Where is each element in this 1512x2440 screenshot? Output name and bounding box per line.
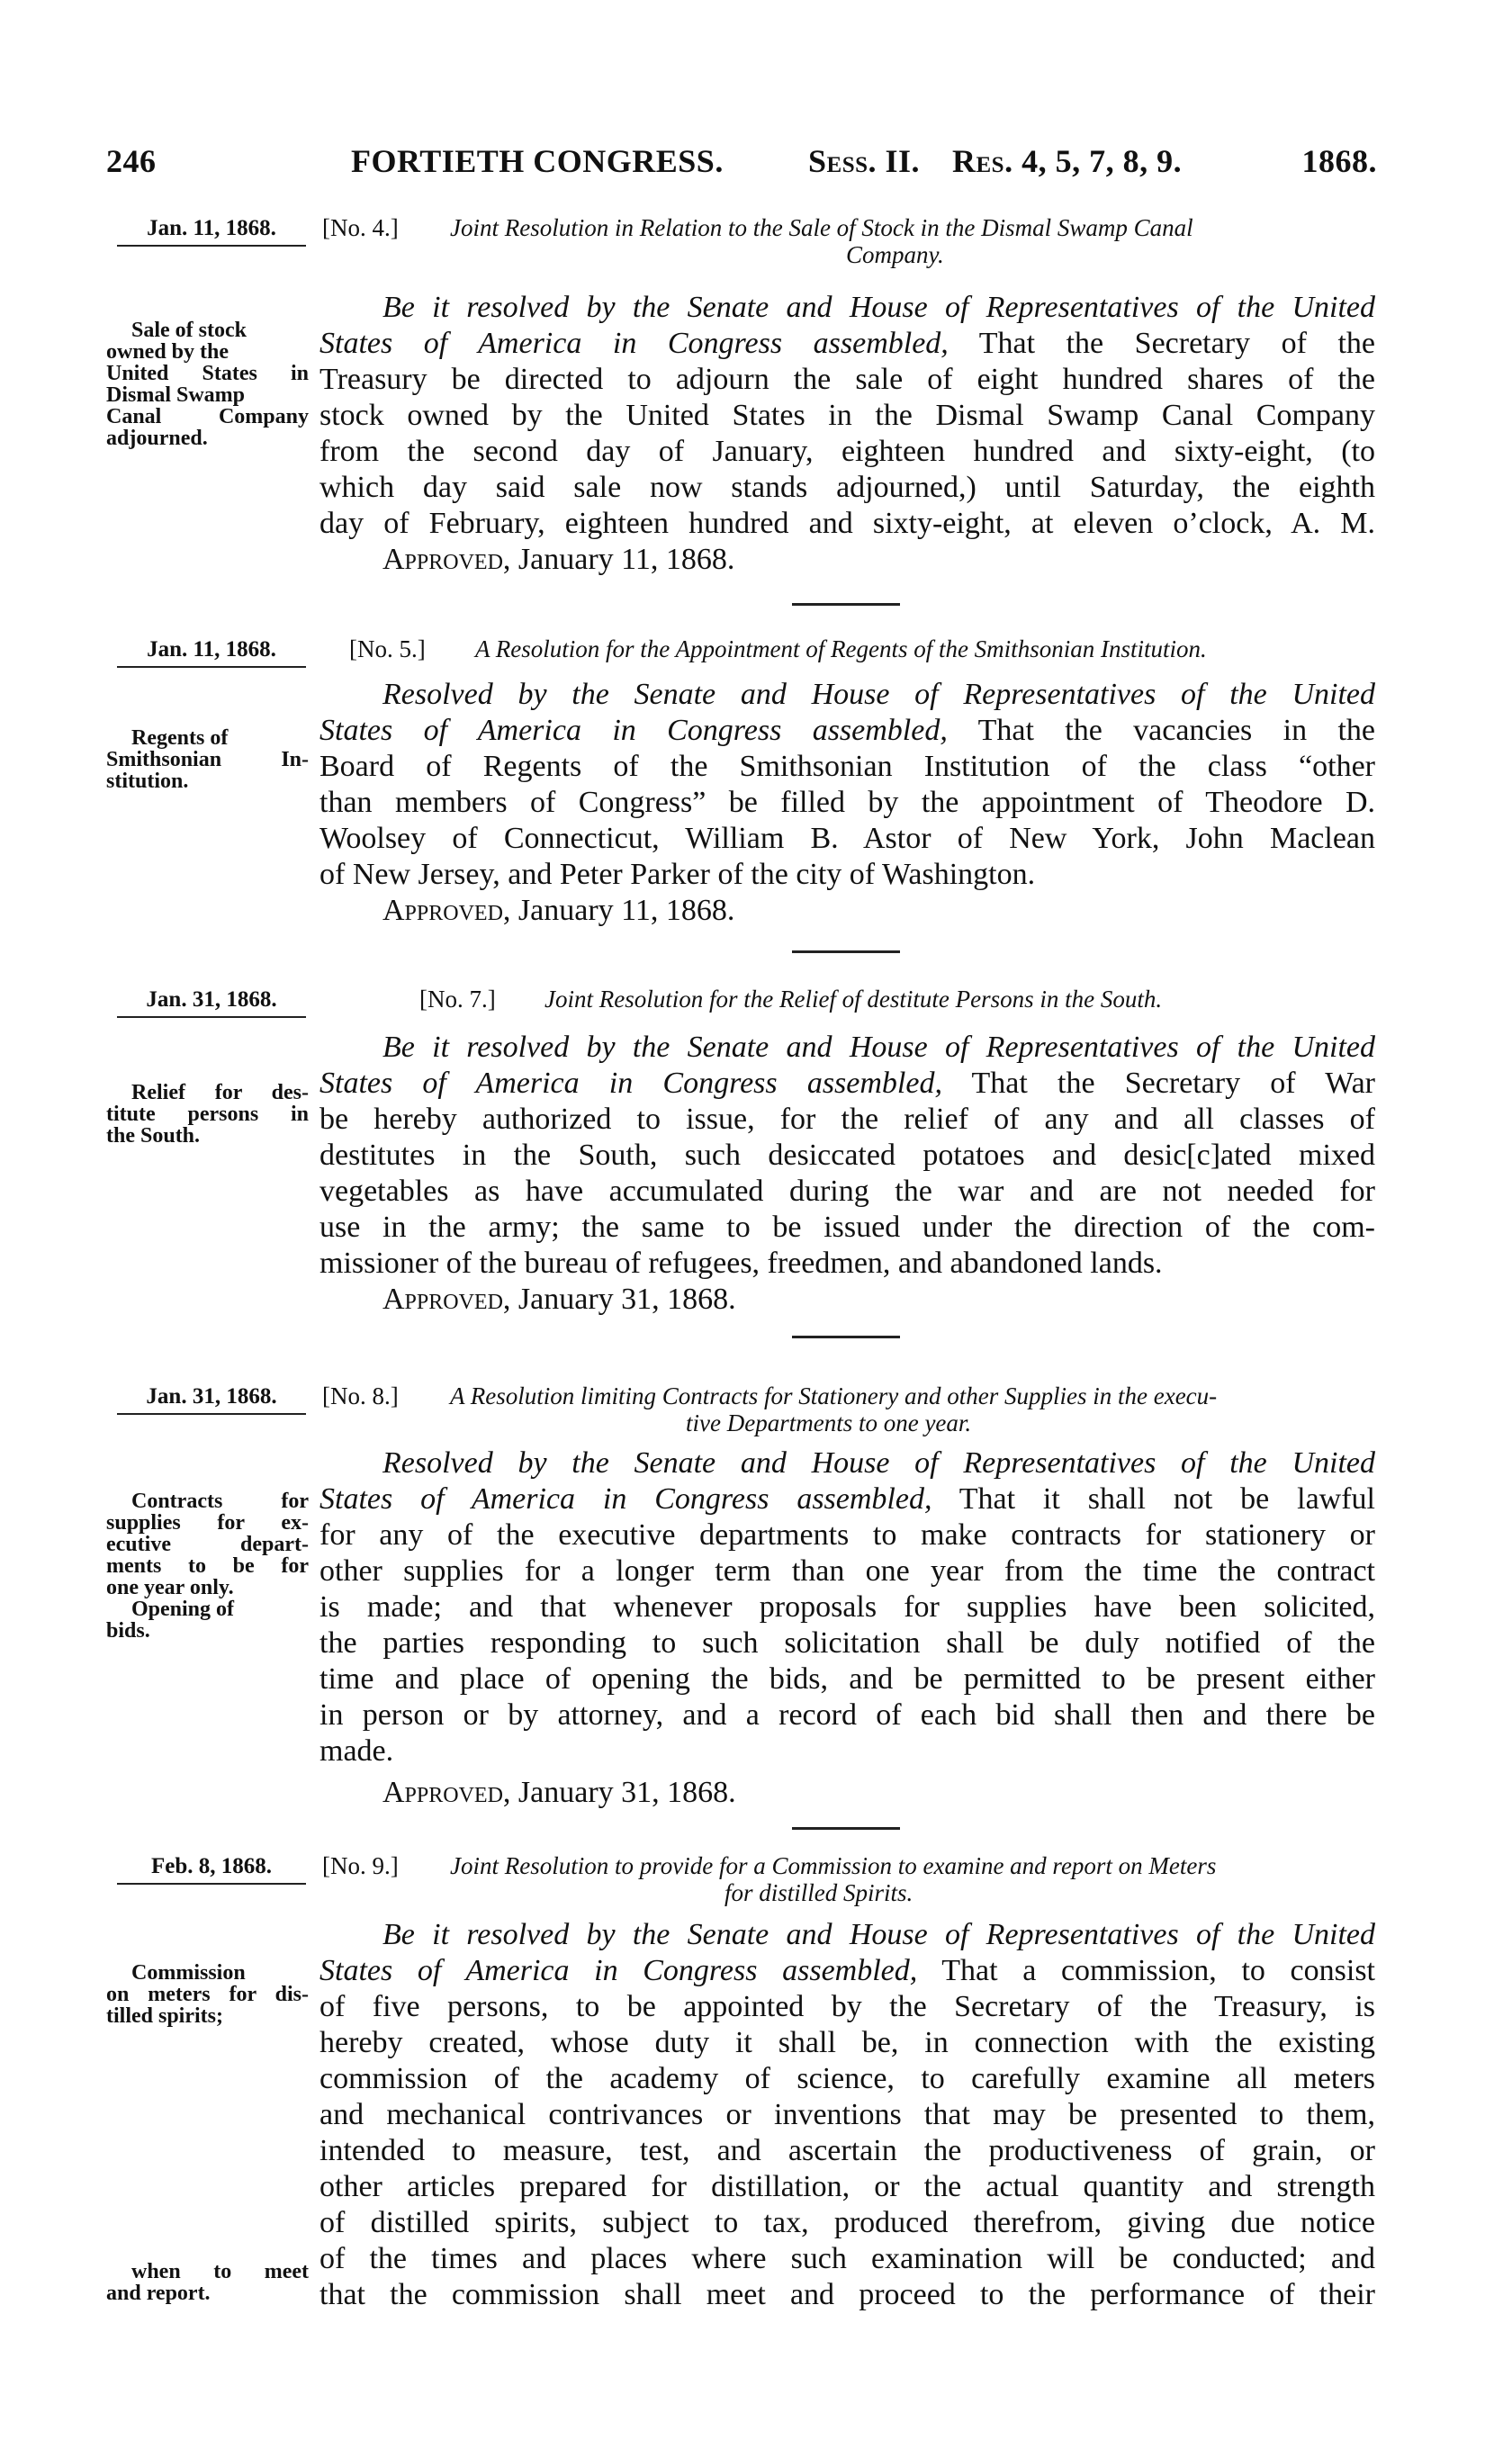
margin-note-line: ments to be for [106, 1554, 309, 1578]
margin-note-line: when to meet [131, 2260, 309, 2283]
margin-note-line: Smithsonian In- [106, 748, 309, 771]
approved-date: January 11, 1868. [510, 543, 735, 576]
body-line [320, 1066, 1375, 1102]
body-line [320, 1481, 1375, 1517]
margin-note-line: stitution. [106, 770, 189, 793]
body-line: Board of Regents of the Smithsonian Institution of the class “other [320, 750, 1375, 783]
margin-note-line: Dismal Swamp [106, 383, 246, 407]
body-line: Be it resolved by the Senate and House of Representatives of the United [382, 1918, 1375, 1951]
body-line: that the commission shall meet and proceed to the performance of their [320, 2278, 1375, 2311]
resolution-date: Jan. 31, 1868. [117, 1384, 306, 1415]
congress-title: FORTIETH CONGRESS. [351, 143, 724, 179]
body-line: Be it resolved by the Senate and House of Representatives of the United [382, 291, 1375, 324]
margin-note-line: Opening of [131, 1598, 235, 1621]
body-text: That the Secretary of the [948, 327, 1375, 360]
approved-date: January 11, 1868. [510, 894, 735, 927]
body-line: stock owned by the United States in the Dismal Swamp Canal Company [320, 399, 1375, 432]
year-label: 1868. [1301, 143, 1377, 179]
margin-note-line: Canal Company [106, 405, 309, 428]
margin-note-line: adjourned. [106, 427, 208, 450]
margin-note [106, 1490, 309, 1642]
body-text: That a commission, to consist [917, 1954, 1375, 1987]
margin-note-line: Relief for des- [131, 1081, 309, 1104]
margin-note [106, 1082, 309, 1147]
approved-label: Approved, [382, 1283, 511, 1316]
approved-label: Approved, [382, 894, 511, 927]
body-line: which day said sale now stands adjourned,) until Saturday, the eighth [320, 471, 1375, 504]
margin-note [106, 320, 309, 449]
body-line: Resolved by the Senate and House of Representatives of the United [382, 1446, 1375, 1480]
body-line: destitutes in the South, such desiccated potatoes and desic[c]ated mixed [320, 1139, 1375, 1172]
margin-note-line: Sale of stock [131, 319, 247, 342]
body-line: the parties responding to such solicitation shall be duly notified of the [320, 1626, 1375, 1660]
body-line: in person or by attorney, and a record of each bid shall then and there be [320, 1698, 1375, 1732]
title-line: A Resolution limiting Contracts for Stationery and other Supplies in the execu- [450, 1382, 1218, 1409]
margin-note-line: on meters for dis- [106, 1983, 309, 2006]
body-line: of the times and places where such examination will be conducted; and [320, 2242, 1375, 2275]
body-text: That the vacancies in the [947, 714, 1376, 747]
resolution-date: Jan. 11, 1868. [117, 637, 306, 668]
section-divider [792, 603, 900, 606]
body-line: be hereby authorized to issue, for the relief of any and all classes of [320, 1103, 1375, 1136]
body-line: from the second day of January, eighteen hundred and sixty-eight, (to [320, 435, 1375, 468]
resolution-body [320, 290, 1375, 578]
approved-line [320, 1282, 1375, 1318]
resolution-title [450, 1852, 1377, 1906]
margin-note-line: Regents of [131, 726, 229, 750]
margin-note-line: the South. [106, 1124, 201, 1148]
resolution-title [544, 986, 1354, 1013]
margin-note-line: Commission [131, 1961, 246, 1985]
margin-note-line: owned by the [106, 340, 230, 364]
body-text: That it shall not be lawful [932, 1482, 1375, 1516]
title-line: A Resolution for the Appointment of Regents of the Smithsonian Institution. [475, 635, 1207, 662]
resolution-date: Jan. 31, 1868. [117, 987, 306, 1018]
margin-note [106, 727, 309, 792]
body-line: missioner of the bureau of refugees, freedmen, and abandoned lands. [320, 1247, 1163, 1280]
resolution-number: [No. 7.] [419, 986, 496, 1013]
title-line: for distilled Spirits. [724, 1879, 914, 1906]
margin-note-line: bids. [106, 1619, 150, 1643]
body-line [320, 1953, 1375, 1989]
margin-note [106, 1962, 309, 2027]
body-line: is made; and that whenever proposals for supplies have been solicited, [320, 1590, 1375, 1624]
resolution-title [450, 1382, 1377, 1436]
body-line: Treasury be directed to adjourn the sale of eight hundred shares of the [320, 363, 1375, 396]
resolution-date: Feb. 8, 1868. [117, 1854, 306, 1885]
enacting-clause: States of America in Congress assembled, [320, 1482, 932, 1516]
resolution-body [320, 1445, 1375, 1811]
body-line: hereby created, whose duty it shall be, in connection with the existing [320, 2026, 1375, 2059]
resolution-title [475, 635, 1375, 662]
title-line: tive Departments to one year. [686, 1409, 972, 1436]
body-line: time and place of opening the bids, and be permitted to be present either [320, 1662, 1375, 1696]
approved-label: Approved, [382, 543, 511, 576]
resolutions-label: Res. 4, 5, 7, 8, 9. [952, 143, 1183, 179]
margin-note-line: tilled spirits; [106, 2004, 223, 2028]
resolution-title [450, 214, 1377, 268]
body-text: That the Secretary of War [941, 1067, 1375, 1100]
body-line: commission of the academy of science, to carefully examine all meters [320, 2062, 1375, 2095]
body-line: day of February, eighteen hundred and sixty-eight, at eleven o’clock, A. M. [320, 507, 1375, 540]
body-line: intended to measure, test, and ascertain the productiveness of grain, or [320, 2134, 1375, 2167]
body-line: use in the army; the same to be issued under the direction of the com- [320, 1211, 1375, 1244]
enacting-clause: States of America in Congress assembled, [320, 1954, 918, 1987]
section-divider [792, 1827, 900, 1830]
enacting-clause: States of America in Congress assembled, [320, 327, 949, 360]
approved-line [320, 1775, 1375, 1811]
approved-label: Approved, [382, 1776, 511, 1809]
margin-note-line: supplies for ex- [106, 1511, 309, 1535]
enacting-clause: States of America in Congress assembled, [320, 714, 948, 747]
approved-date: January 31, 1868. [510, 1776, 736, 1809]
resolution-number: [No. 8.] [322, 1382, 399, 1409]
body-line: Resolved by the Senate and House of Representatives of the United [382, 678, 1375, 711]
margin-note-line: ecutive depart- [106, 1533, 309, 1556]
margin-note-line: titute persons in [106, 1103, 309, 1126]
page-number: 246 [106, 143, 157, 179]
body-line: Woolsey of Connecticut, William B. Astor of New York, John Maclean [320, 822, 1375, 855]
enacting-clause: States of America in Congress assembled, [320, 1067, 942, 1100]
resolution-body [320, 1917, 1375, 2313]
body-line: than members of Congress” be filled by the appointment of Theodore D. [320, 786, 1375, 819]
body-line: other supplies for a longer term than one year from the time the contract [320, 1554, 1375, 1588]
body-line: of New Jersey, and Peter Parker of the city of Washington. [320, 858, 1036, 891]
margin-note-line: one year only. [106, 1576, 234, 1599]
body-line: for any of the executive departments to make contracts for stationery or [320, 1518, 1375, 1552]
title-line: Joint Resolution in Relation to the Sale of Stock in the Dismal Swamp Canal [450, 214, 1193, 241]
margin-note-line: Contracts for [131, 1490, 309, 1513]
title-line: Joint Resolution for the Relief of destitute Persons in the South. [544, 986, 1163, 1013]
resolution-number: [No. 5.] [349, 635, 426, 662]
approved-line [320, 542, 1375, 578]
resolution-number: [No. 4.] [322, 214, 399, 241]
section-divider [792, 950, 900, 953]
margin-note [106, 2261, 309, 2304]
margin-note-line: and report. [106, 2282, 211, 2305]
body-line: other articles prepared for distillation, or the actual quantity and strength [320, 2170, 1375, 2203]
resolution-body [320, 1030, 1375, 1318]
body-line: of five persons, to be appointed by the Secretary of the Treasury, is [320, 1990, 1375, 2023]
approved-line [320, 893, 1375, 929]
running-head [106, 142, 1377, 178]
body-line: vegetables as have accumulated during the war and are not needed for [320, 1175, 1375, 1208]
title-line: Joint Resolution to provide for a Commission to examine and report on Meters [450, 1852, 1217, 1879]
body-line: made. [320, 1734, 394, 1768]
body-line [320, 326, 1375, 362]
session-label: Sess. II. [808, 143, 921, 179]
body-line: Be it resolved by the Senate and House of Representatives of the United [382, 1031, 1375, 1064]
approved-date: January 31, 1868. [510, 1283, 736, 1316]
resolution-body [320, 677, 1375, 929]
body-line: of distilled spirits, subject to tax, produced therefrom, giving due notice [320, 2206, 1375, 2239]
title-line: Company. [846, 241, 944, 268]
resolution-number: [No. 9.] [322, 1852, 399, 1879]
resolution-date: Jan. 11, 1868. [117, 216, 306, 247]
body-line: and mechanical contrivances or inventions that may be presented to them, [320, 2098, 1375, 2131]
margin-note-line: United States in [106, 362, 309, 385]
section-divider [792, 1336, 900, 1338]
body-line [320, 713, 1375, 749]
